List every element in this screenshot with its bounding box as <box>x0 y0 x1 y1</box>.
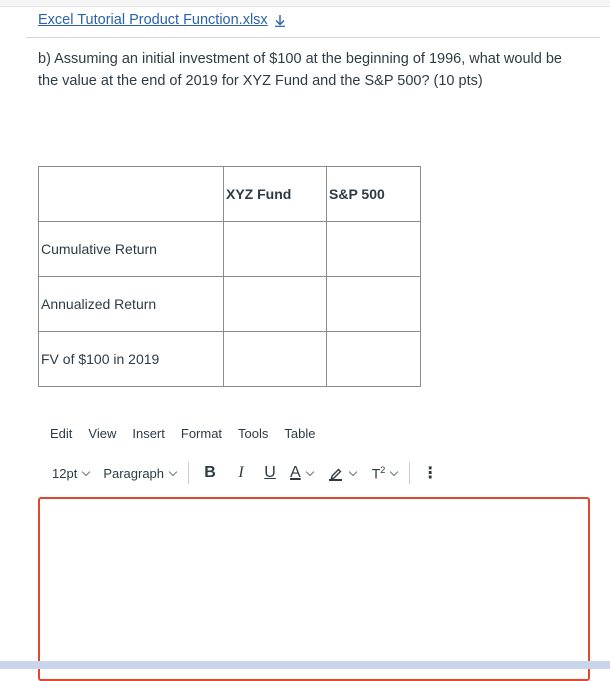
editor-menubar <box>50 426 315 441</box>
cell-sp-cumulative[interactable] <box>327 222 421 277</box>
superscript-mark: 2 <box>380 464 386 475</box>
table-header-sp500: S&P 500 <box>327 167 421 222</box>
menu-tools[interactable]: Tools <box>238 426 269 441</box>
chevron-down-icon <box>390 467 398 475</box>
table-row <box>39 222 421 277</box>
menu-table[interactable]: Table <box>284 426 316 441</box>
block-format-select[interactable] <box>103 466 176 481</box>
superscript-icon <box>372 465 386 482</box>
table-row <box>39 332 421 387</box>
table-row <box>39 277 421 332</box>
row-label: FV of $100 in 2019 <box>39 332 224 387</box>
row-label: Cumulative Return <box>39 222 224 277</box>
highlight-pen-icon <box>328 465 344 481</box>
toolbar-divider <box>188 462 189 484</box>
block-format-value: Paragraph <box>103 465 165 481</box>
answer-table <box>38 166 421 387</box>
font-size-select[interactable] <box>52 466 89 481</box>
download-icon[interactable] <box>274 14 286 27</box>
row-label: Annualized Return <box>39 277 224 332</box>
text-color-button[interactable] <box>290 464 313 482</box>
cell-xyz-fv[interactable] <box>224 332 327 387</box>
highlight-color-button[interactable] <box>328 465 356 481</box>
question-text: b) Assuming an initial investment of $100 at the beginning of 1996, what would be the value at the end of 2019 for XYZ Fund and the S&P 500? (10 pts) <box>38 51 562 89</box>
chevron-down-icon <box>169 467 177 475</box>
superscript-button[interactable] <box>372 465 398 482</box>
menu-insert[interactable]: Insert <box>132 426 165 441</box>
superscript-letter: T <box>371 465 381 482</box>
menu-view[interactable]: View <box>88 426 117 441</box>
text-color-icon: A <box>290 464 301 481</box>
table-header-empty <box>39 167 224 222</box>
chevron-down-icon <box>348 467 356 475</box>
menu-edit[interactable]: Edit <box>50 426 73 441</box>
cell-sp-fv[interactable] <box>327 332 421 387</box>
attachment-link[interactable] <box>38 12 286 28</box>
bottom-bar <box>0 661 610 669</box>
font-size-value: 12pt <box>52 465 78 481</box>
more-options-icon[interactable]: ⋮ <box>422 465 439 482</box>
table-header-xyz: XYZ Fund <box>224 167 327 222</box>
italic-button[interactable]: I <box>238 464 244 481</box>
editor-toolbar <box>52 462 438 484</box>
cell-sp-annualized[interactable] <box>327 277 421 332</box>
menu-format[interactable]: Format <box>180 426 223 441</box>
divider <box>26 37 600 38</box>
rich-text-editor-area[interactable] <box>38 497 590 681</box>
table-header-row <box>39 167 421 222</box>
underline-button[interactable]: U <box>264 464 276 481</box>
attachment-link-text: Excel Tutorial Product Function.xlsx <box>38 12 268 28</box>
bold-button[interactable]: B <box>204 464 216 481</box>
cell-xyz-cumulative[interactable] <box>224 222 327 277</box>
chevron-down-icon <box>82 467 90 475</box>
cell-xyz-annualized[interactable] <box>224 277 327 332</box>
toolbar-divider <box>409 462 410 484</box>
chevron-down-icon <box>305 467 313 475</box>
top-rule <box>0 0 610 7</box>
